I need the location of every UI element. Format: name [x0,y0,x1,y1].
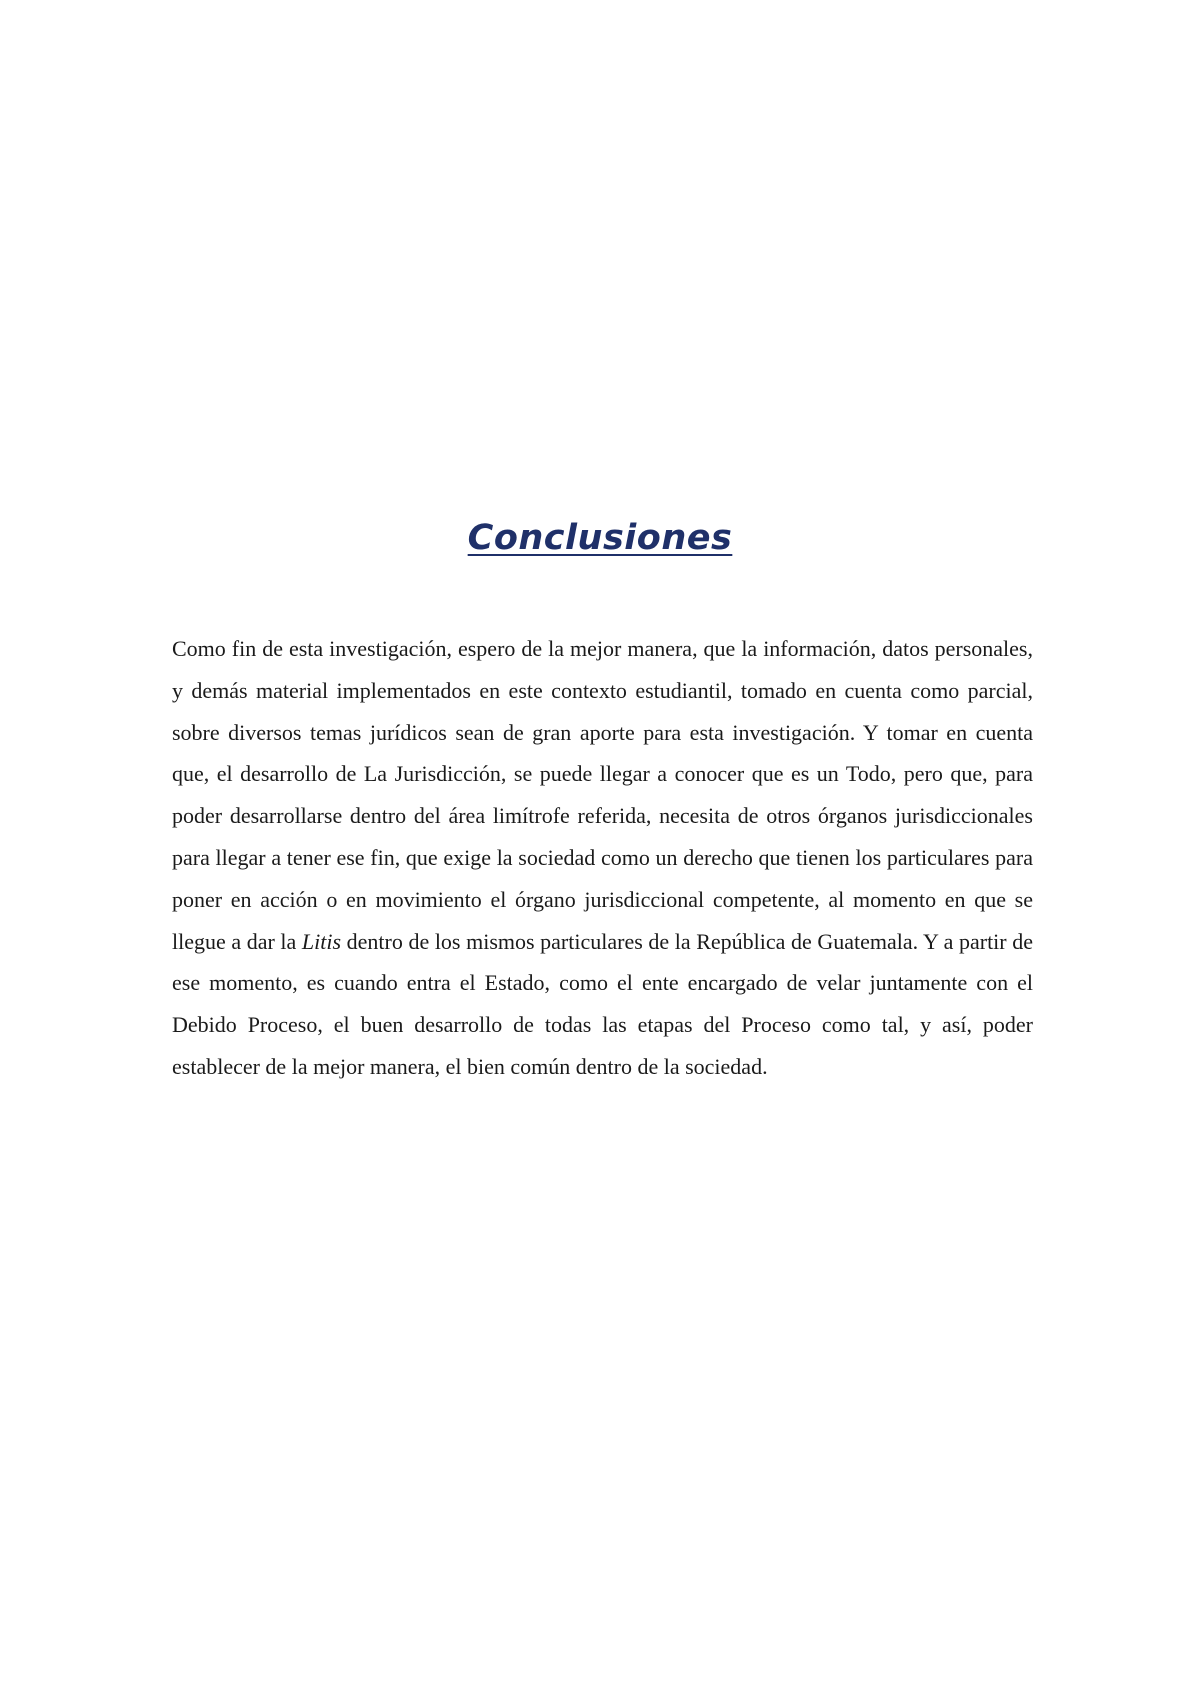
paragraph-text-part-2: dentro de los mismos particulares de la República de Guatemala. Y a partir de ese momento, es cuando entra el Estado, como el ente encargado de velar juntamente con el Debido Proceso, el buen desarrollo de todas las etapas del Proceso como tal, y así, poder establecer de la mejor manera, el bien común dentro de la sociedad. [172,928,1033,1079]
page-title: Conclusiones [467,518,733,558]
paragraph-text-part-1: Como fin de esta investigación, espero de la mejor manera, que la información, datos personales, y demás material implementados en este contexto estudiantil, tomado en cuenta como parcial, sobre diversos temas jurídicos sean de gran aporte para esta investigación. Y tomar en cuenta que, el desarrollo de La Jurisdicción, se puede llegar a conocer que es un Todo, pero que, para poder desarrollarse dentro del área limítrofe referida, necesita de otros órganos jurisdiccionales para llegar a tener ese fin, que exige la sociedad como un derecho que tienen los particulares para poner en acción o en movimiento el órgano jurisdiccional competente, al momento en que se llegue a dar la [172,636,1033,954]
italic-term-litis: Litis [301,928,342,954]
conclusion-paragraph [172,628,1033,1088]
